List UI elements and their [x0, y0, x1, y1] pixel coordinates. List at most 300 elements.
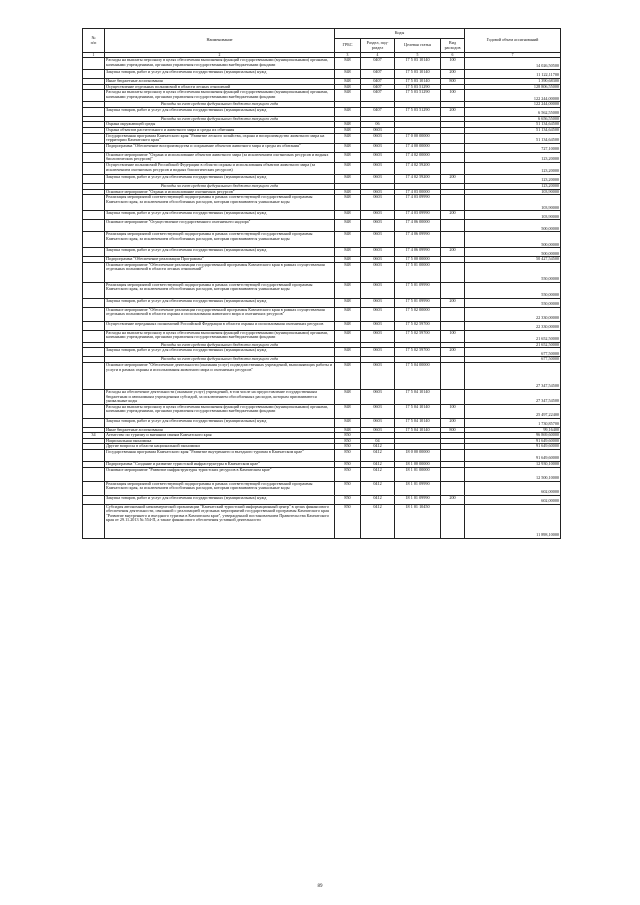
cell-no: [83, 404, 105, 418]
cell-grbs: 848: [335, 58, 361, 70]
cell-grbs: 848: [335, 211, 361, 220]
cell-vid: [441, 220, 465, 232]
cell-name: Иные бюджетные ассигнования: [105, 427, 335, 433]
cell-name: Основное мероприятие "Развитие инфраструктуры туристских ресурсов в Камчатском крае": [105, 467, 335, 481]
cell-sum: 12 500,10000: [465, 467, 561, 481]
cell-sum: 91 649,60000: [465, 444, 561, 450]
cell-name: Закупка товаров, работ и услуг для обеспечения государственных (муниципальных) нужд: [105, 248, 335, 257]
cell-sum: 21 652,50000: [465, 330, 561, 342]
cell-no: [83, 321, 105, 330]
cell-stat: 17 5 04 10140: [395, 418, 441, 427]
cell-stat: 17 5 03 51290: [395, 107, 441, 116]
cell-grbs: 850: [335, 504, 361, 538]
colnum-3: 3: [335, 53, 361, 58]
cell-no: [83, 70, 105, 79]
cell-stat: 17 5 02 59700: [395, 321, 441, 330]
cell-no: [83, 143, 105, 152]
cell-sum: 96 869,60000: [465, 433, 561, 439]
colnum-6: 6: [441, 53, 465, 58]
cell-razdel: 0412: [361, 462, 395, 468]
cell-grbs: 850: [335, 467, 361, 481]
cell-stat: 17 5 04 00000: [395, 362, 441, 389]
cell-stat: 17 5 04 10140: [395, 427, 441, 433]
cell-razdel: 0407: [361, 107, 395, 116]
cell-sum: 6 656,55000: [465, 116, 561, 122]
cell-stat: 17 5 04 10140: [395, 404, 441, 418]
cell-no: [83, 418, 105, 427]
cell-name: Основное мероприятие "Обеспечение реализации государственной программы Камчатского края в рамках осуществления отдельных полномочий в области охраны и использования животного мира и охотничьих ресурсов": [105, 307, 335, 321]
cell-sum: 27 347,54500: [465, 362, 561, 389]
cell-name: Основное мероприятие "Обеспечение реализации государственной программы Камчатского края в рамках осуществления отдельных полномочий в области лесных отношений": [105, 262, 335, 282]
cell-vid: [441, 481, 465, 495]
cell-name: Расходы на выплаты персоналу в целях обеспечения выполнения функций государственными (муниципальными) органами, казенными учреждениями, органами управления государственными внебюджетными фондами: [105, 58, 335, 70]
cell-name: Закупка товаров, работ и услуг для обеспечения государственных (муниципальных) нужд: [105, 107, 335, 116]
cell-no: [83, 348, 105, 357]
cell-razdel: 0603: [361, 330, 395, 342]
cell-no: [83, 362, 105, 389]
cell-name: Закупка товаров, работ и услуг для обеспечения государственных (муниципальных) нужд: [105, 174, 335, 183]
cell-stat: 17 5 03 10140: [395, 70, 441, 79]
cell-vid: [441, 152, 465, 162]
table-row: [83, 404, 561, 418]
colnum-2: 2: [105, 53, 335, 58]
cell-grbs: 848: [335, 427, 361, 433]
cell-razdel: 0603: [361, 348, 395, 357]
cell-sum: 500,00000: [465, 220, 561, 232]
cell-razdel: 0603: [361, 232, 395, 248]
cell-name: Основное мероприятие "Осуществление государственного охотничьего надзора": [105, 220, 335, 232]
cell-no: [83, 195, 105, 211]
table-row: [83, 162, 561, 174]
cell-grbs: 848: [335, 262, 361, 282]
table-row: [83, 90, 561, 102]
cell-razdel: 0603: [361, 262, 395, 282]
cell-name: Расходы за счет средств федерального бюджета текущего года: [105, 102, 335, 108]
cell-grbs: 848: [335, 389, 361, 404]
cell-vid: 200: [441, 70, 465, 79]
table-row: [83, 195, 561, 211]
cell-vid: [441, 195, 465, 211]
table-row: [83, 211, 561, 220]
cell-grbs: 848: [335, 232, 361, 248]
cell-name: Реализация мероприятий соответствующей подпрограммы в рамках соответствующей государственной программы Камчатского края, за исключением обособленных расходов, которым присваиваются уникальные коды: [105, 232, 335, 248]
cell-stat: 17 4 03 09990: [395, 211, 441, 220]
cell-grbs: 850: [335, 433, 361, 439]
cell-grbs: 848: [335, 307, 361, 321]
cell-name: Осуществление отдельных полномочий в области лесных отношений: [105, 84, 335, 90]
cell-no: [83, 220, 105, 232]
col-header-number: № п/п: [83, 29, 105, 53]
table-row: [83, 481, 561, 495]
cell-vid: 800: [441, 427, 465, 433]
cell-name: Расходы на выплаты персоналу в целях обеспечения выполнения функций государственными (муниципальными) органами, казенными учреждениями, органами управления государственными внебюджетными фондами: [105, 404, 335, 418]
table-row: [83, 418, 561, 427]
cell-name: Другие вопросы в области национальной экономики: [105, 444, 335, 450]
cell-name: Реализация мероприятий соответствующей подпрограммы в рамках соответствующей государственной программы Камчатского края, за исключением обособленных расходов, которым присваиваются уникальные коды: [105, 282, 335, 298]
cell-stat: 17 5 02 00000: [395, 307, 441, 321]
cell-sum: 103,90000: [465, 195, 561, 211]
cell-name: Расходы за счет средств федерального бюджета текущего года: [105, 116, 335, 122]
cell-sum: 602,00000: [465, 495, 561, 504]
cell-grbs: 848: [335, 220, 361, 232]
cell-razdel: 0412: [361, 467, 395, 481]
cell-name: Подпрограмма "Обеспечение воспроизводства и сохранение объектов животного мира и среды их обитания": [105, 143, 335, 152]
cell-grbs: 850: [335, 444, 361, 450]
cell-name: Закупка товаров, работ и услуг для обеспечения государственных (муниципальных) нужд: [105, 495, 335, 504]
cell-no: [83, 248, 105, 257]
cell-razdel: 0412: [361, 495, 395, 504]
cell-name: Закупка товаров, работ и услуг для обеспечения государственных (муниципальных) нужд: [105, 211, 335, 220]
cell-vid: 200: [441, 248, 465, 257]
colnum-1: 1: [83, 53, 105, 58]
cell-no: [83, 298, 105, 307]
table-row: [83, 298, 561, 307]
cell-no: [83, 389, 105, 404]
cell-sum: 22 330,00000: [465, 307, 561, 321]
cell-sum: 122 244,00000: [465, 90, 561, 102]
table-body: [83, 58, 561, 539]
cell-sum: 11 898,10000: [465, 504, 561, 538]
table-header: [83, 29, 561, 58]
cell-name: Охрана окружающей среды: [105, 122, 335, 128]
cell-no: [83, 467, 105, 481]
col-header-stat: Целевая статья: [395, 39, 441, 53]
cell-no: [83, 307, 105, 321]
cell-sum: 1 730,85700: [465, 418, 561, 427]
table-row: [83, 467, 561, 481]
cell-vid: 100: [441, 330, 465, 342]
cell-name: Иные бюджетные ассигнования: [105, 79, 335, 85]
col-header-sum: Годовой объем ассигнований: [465, 29, 561, 53]
cell-vid: [441, 262, 465, 282]
cell-grbs: 850: [335, 481, 361, 495]
cell-grbs: 848: [335, 174, 361, 183]
cell-vid: 200: [441, 107, 465, 116]
cell-name: Основное мероприятие "Охрана и использование объектов животного мира (за исключением охотничьих ресурсов и водных биологических ресурсов)": [105, 152, 335, 162]
cell-name: Государственная программа Камчатского края "Развитие лесного хозяйства, охрана и воспроизводство животного мира на территории Камчатского края": [105, 133, 335, 143]
cell-grbs: 848: [335, 107, 361, 116]
cell-no: [83, 58, 105, 70]
cell-grbs: 850: [335, 462, 361, 468]
cell-sum: 123,20000: [465, 174, 561, 183]
table-row: [83, 307, 561, 321]
cell-vid: [441, 504, 465, 538]
cell-no: [83, 211, 105, 220]
cell-vid: [441, 450, 465, 462]
cell-name: Закупка товаров, работ и услуг для обеспечения государственных (муниципальных) нужд: [105, 418, 335, 427]
cell-razdel: 0603: [361, 143, 395, 152]
cell-grbs: 848: [335, 362, 361, 389]
cell-vid: [441, 307, 465, 321]
cell-no: [83, 481, 105, 495]
cell-razdel: 0603: [361, 418, 395, 427]
table-row: [83, 504, 561, 538]
cell-razdel: 0603: [361, 248, 395, 257]
cell-vid: [441, 389, 465, 404]
cell-grbs: 848: [335, 195, 361, 211]
cell-vid: 200: [441, 418, 465, 427]
cell-sum: 1 390,68300: [465, 79, 561, 85]
cell-vid: 200: [441, 495, 465, 504]
cell-no: [83, 450, 105, 462]
cell-name: Основное мероприятие "Обеспечение деятельности (оказания услуг) подведомственных учреждений, выполняющих работы и услуги в рамках охраны и использования животного мира и охотничьих ресурсов": [105, 362, 335, 389]
cell-sum: 91 649,60000: [465, 450, 561, 462]
cell-grbs: 848: [335, 122, 361, 128]
cell-razdel: 0603: [361, 211, 395, 220]
cell-stat: 17 5 01 00000: [395, 262, 441, 282]
cell-stat: 17 5 02 59700: [395, 348, 441, 357]
cell-razdel: 0603: [361, 298, 395, 307]
cell-stat: 18 1 01 00000: [395, 467, 441, 481]
cell-sum: 602,00000: [465, 481, 561, 495]
cell-sum: 50 427,54500: [465, 257, 561, 263]
cell-vid: [441, 467, 465, 481]
cell-name: Расходы за счет средств федерального бюджета текущего года: [105, 183, 335, 189]
table-row: [83, 262, 561, 282]
cell-grbs: 848: [335, 330, 361, 342]
cell-stat: 17 4 02 00000: [395, 152, 441, 162]
col-header-grbs: ГРБС: [335, 39, 361, 53]
cell-sum: 122 244,00000: [465, 102, 561, 108]
cell-name: Подпрограмма "Обеспечение реализации Программы": [105, 257, 335, 263]
table-row: [83, 107, 561, 116]
table-row: [83, 362, 561, 389]
cell-sum: 727,10000: [465, 143, 561, 152]
table-row: [83, 348, 561, 357]
cell-name: Расходы на выплаты персоналу в целях обеспечения выполнения функций государственными (муниципальными) органами, казенными учреждениями, органами управления государственными внебюджетными фондами: [105, 330, 335, 342]
cell-no: [83, 133, 105, 143]
cell-razdel: 0407: [361, 58, 395, 70]
cell-razdel: 0407: [361, 90, 395, 102]
cell-no: [83, 262, 105, 282]
cell-sum: 27 347,54500: [465, 389, 561, 404]
cell-name: Осуществление полномочий Российской Федерации в области охраны и использования объектов животного мира (за исключением охотничьих ресурсов и водных биологических ресурсов): [105, 162, 335, 174]
cell-name: Национальная экономика: [105, 438, 335, 444]
cell-razdel: 0412: [361, 504, 395, 538]
cell-no: [83, 232, 105, 248]
cell-stat: 17 5 03 51290: [395, 84, 441, 90]
cell-grbs: 848: [335, 79, 361, 85]
table-row: [83, 389, 561, 404]
cell-sum: 99,16400: [465, 427, 561, 433]
cell-name: Реализация мероприятий соответствующей подпрограммы в рамках соответствующей государственной программы Камчатского края, за исключением обособленных расходов, которым присваиваются уникальные коды: [105, 481, 335, 495]
cell-stat: 18 1 01 09990: [395, 495, 441, 504]
cell-sum: 677,50000: [465, 357, 561, 363]
table-row: [83, 58, 561, 70]
cell-name: Расходы на обеспечение деятельности (оказание услуг) учреждений, в том числе на предоставление государственным бюджетным и автономным учреждениям субсидий, за исключением обособленных расходов, которым присваиваются уникальные коды: [105, 389, 335, 404]
cell-no: [83, 504, 105, 538]
cell-no: [83, 152, 105, 162]
cell-no: [83, 162, 105, 174]
cell-sum: 500,00000: [465, 232, 561, 248]
cell-grbs: 848: [335, 127, 361, 133]
cell-name: Расходы за счет средств федерального бюджета текущего года: [105, 342, 335, 348]
cell-sum: 91 649,60000: [465, 438, 561, 444]
cell-sum: 550,00000: [465, 298, 561, 307]
cell-name: Агентство по туризму и внешним связям Камчатского края: [105, 433, 335, 439]
cell-vid: 800: [441, 79, 465, 85]
cell-no: [83, 330, 105, 342]
cell-no: [83, 495, 105, 504]
cell-name: Расходы за счет средств федерального бюджета текущего года: [105, 357, 335, 363]
cell-name: Закупка товаров, работ и услуг для обеспечения государственных (муниципальных) нужд: [105, 348, 335, 357]
cell-vid: 100: [441, 58, 465, 70]
cell-grbs: 848: [335, 282, 361, 298]
cell-sum: 22 330,00000: [465, 321, 561, 330]
cell-stat: 17 4 02 59200: [395, 174, 441, 183]
cell-stat: 18 1 01 09990: [395, 481, 441, 495]
table-row: [83, 133, 561, 143]
table-row: [83, 232, 561, 248]
cell-grbs: 850: [335, 495, 361, 504]
table-row: [83, 152, 561, 162]
cell-sum: 12 930,10000: [465, 462, 561, 468]
cell-razdel: 0603: [361, 174, 395, 183]
cell-sum: 123,20000: [465, 183, 561, 189]
cell-razdel: 0603: [361, 282, 395, 298]
cell-vid: [441, 133, 465, 143]
cell-name: Реализация мероприятий соответствующей подпрограммы в рамках соответствующей государственной программы Камчатского края, за исключением обособленных расходов, которым присваиваются уникальные коды: [105, 195, 335, 211]
cell-vid: 100: [441, 404, 465, 418]
cell-name: Государственная программа Камчатского края "Развитие внутреннего и въездного туризма в Камчатском крае": [105, 450, 335, 462]
cell-stat: 17 4 03 09990: [395, 195, 441, 211]
cell-stat: 17 5 03 51290: [395, 90, 441, 102]
cell-grbs: 848: [335, 90, 361, 102]
cell-razdel: 0603: [361, 307, 395, 321]
cell-no: [83, 107, 105, 116]
cell-vid: [441, 232, 465, 248]
cell-grbs: 848: [335, 257, 361, 263]
cell-stat: 17 5 00 00000: [395, 257, 441, 263]
cell-no: [83, 90, 105, 102]
cell-razdel: 0412: [361, 450, 395, 462]
colnum-5: 5: [395, 53, 441, 58]
colnum-7: 7: [465, 53, 561, 58]
col-header-vid: Вид расходов: [441, 39, 465, 53]
cell-stat: 17 4 03 00000: [395, 189, 441, 195]
cell-sum: 21 652,50000: [465, 342, 561, 348]
cell-vid: 200: [441, 348, 465, 357]
cell-grbs: 848: [335, 162, 361, 174]
cell-grbs: 848: [335, 70, 361, 79]
cell-vid: 100: [441, 90, 465, 102]
cell-stat: 17 5 04 10140: [395, 389, 441, 404]
cell-razdel: 0603: [361, 220, 395, 232]
cell-name: Закупка товаров, работ и услуг для обеспечения государственных (муниципальных) нужд: [105, 298, 335, 307]
table-row: [83, 220, 561, 232]
cell-stat: 17 4 00 00000: [395, 143, 441, 152]
cell-sum: 14 026,50500: [465, 58, 561, 70]
cell-sum: 677,50000: [465, 348, 561, 357]
cell-vid: [441, 362, 465, 389]
cell-razdel: 0603: [361, 389, 395, 404]
cell-stat: 18 1 00 00000: [395, 462, 441, 468]
table-row: [83, 450, 561, 462]
cell-razdel: 0603: [361, 152, 395, 162]
cell-grbs: 848: [335, 152, 361, 162]
cell-name: Подпрограмма "Создание и развитие туристской инфраструктуры в Камчатском крае": [105, 462, 335, 468]
cell-name: Осуществление переданных полномочий Российской Федерации в области охраны и использования охотничьих ресурсов: [105, 321, 335, 330]
cell-no: [83, 282, 105, 298]
cell-sum: 11 122,11700: [465, 70, 561, 79]
cell-grbs: 848: [335, 189, 361, 195]
cell-stat: 17 5 01 09990: [395, 298, 441, 307]
cell-razdel: 0603: [361, 133, 395, 143]
cell-razdel: 0603: [361, 257, 395, 263]
cell-razdel: 06: [361, 122, 395, 128]
cell-name: Субсидия автономной некоммерческой организации "Камчатский туристский информационный центр" в целях финансового обеспечения деятельности, связанной с реализацией отдельных мероприятий государственной программы Камчатского края "Развитие внутреннего и въездного туризма в Камчатском крае", утвержденной постановлением Правительства Камчатского края от 29.11.2013 № 554-П, а также финансового обеспечения уставной деятельности: [105, 504, 335, 538]
cell-vid: 200: [441, 211, 465, 220]
cell-razdel: 0603: [361, 162, 395, 174]
cell-stat: 17 5 03 10140: [395, 79, 441, 85]
budget-document: [82, 28, 560, 539]
cell-name: Основное мероприятие "Охрана и использование охотничьих ресурсов": [105, 189, 335, 195]
cell-name: Охрана объектов растительного и животного мира и среды их обитания: [105, 127, 335, 133]
cell-no: [83, 174, 105, 183]
cell-sum: 128 806,55000: [465, 84, 561, 90]
cell-razdel: 0603: [361, 427, 395, 433]
cell-sum: 550,00000: [465, 262, 561, 282]
cell-razdel: 0603: [361, 189, 395, 195]
table-row: [83, 143, 561, 152]
cell-stat: 17 4 06 09990: [395, 232, 441, 248]
cell-stat: 17 4 06 00000: [395, 220, 441, 232]
cell-vid: [441, 321, 465, 330]
cell-grbs: 850: [335, 438, 361, 444]
cell-stat: 17 5 03 10140: [395, 58, 441, 70]
col-header-codes: Коды: [335, 29, 465, 39]
cell-grbs: 848: [335, 348, 361, 357]
cell-stat: 17 4 06 09990: [395, 248, 441, 257]
cell-vid: [441, 162, 465, 174]
cell-sum: 103,90000: [465, 189, 561, 195]
cell-vid: [441, 282, 465, 298]
cell-grbs: 848: [335, 133, 361, 143]
cell-razdel: 0603: [361, 195, 395, 211]
cell-grbs: 848: [335, 404, 361, 418]
cell-razdel: 0407: [361, 84, 395, 90]
cell-stat: 17 4 02 59200: [395, 162, 441, 174]
table-row: [83, 282, 561, 298]
cell-sum: 25 497,22400: [465, 404, 561, 418]
cell-sum: 51 134,64500: [465, 122, 561, 128]
cell-grbs: 848: [335, 418, 361, 427]
cell-sum: 500,00000: [465, 248, 561, 257]
cell-stat: 17 0 00 00000: [395, 133, 441, 143]
page-number: 89: [317, 884, 323, 889]
cell-razdel: 0407: [361, 70, 395, 79]
cell-vid: [441, 143, 465, 152]
cell-no: 34: [83, 433, 105, 439]
cell-grbs: 850: [335, 450, 361, 462]
cell-grbs: 848: [335, 321, 361, 330]
cell-name: Закупка товаров, работ и услуг для обеспечения государственных (муниципальных) нужд: [105, 70, 335, 79]
cell-sum: 123,20000: [465, 162, 561, 174]
table-row: [83, 248, 561, 257]
cell-grbs: 848: [335, 84, 361, 90]
cell-grbs: 848: [335, 248, 361, 257]
table-row: [83, 330, 561, 342]
cell-name: Расходы на выплаты персоналу в целях обеспечения выполнения функций государственными (муниципальными) органами, казенными учреждениями, органами управления государственными внебюджетными фондами: [105, 90, 335, 102]
cell-stat: 18 0 00 00000: [395, 450, 441, 462]
cell-grbs: 848: [335, 143, 361, 152]
cell-sum: 103,90000: [465, 211, 561, 220]
col-header-razdel: Раздел, под-раздел: [361, 39, 395, 53]
cell-stat: 17 5 02 59700: [395, 330, 441, 342]
cell-stat: 17 5 01 09990: [395, 282, 441, 298]
cell-sum: 550,00000: [465, 282, 561, 298]
cell-sum: 51 134,64500: [465, 127, 561, 133]
